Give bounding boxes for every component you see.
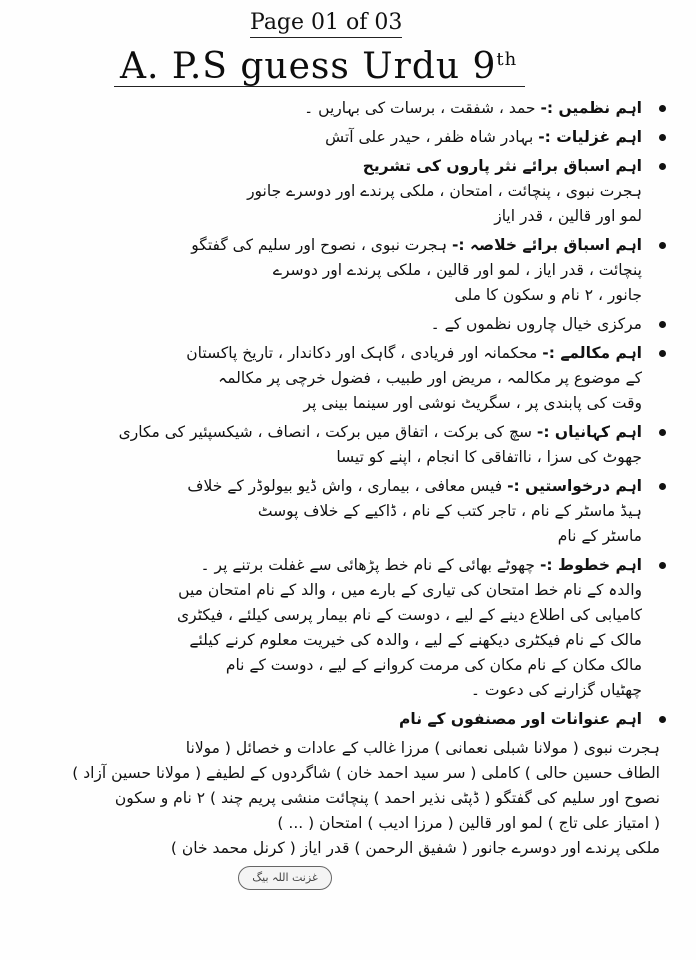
bullet-icon [659, 105, 666, 112]
list-item-applications [40, 474, 668, 549]
item-text: حمد ، شفقت ، برسات کی بہاریں ۔ [304, 99, 536, 117]
list-item-poems [40, 96, 668, 121]
paragraph-line: الطاف حسین حالی ) کاملی ( سر سید احمد خان ) شاگردوں کے لطیفے ( مولانا حسین آزاد ) [72, 764, 660, 782]
item-text: مالک مکان کے نام مکان کی مرمت کروانے کے لیے ، دوست کے نام [225, 656, 642, 674]
author-stamp: غزنت اللہ بیگ [238, 866, 332, 890]
item-text: چھوٹے بھائی کے نام خط پڑھائی سے غفلت برتنے پر ۔ [200, 556, 535, 574]
item-text: فیس معافی ، بیماری ، واش ڈیو بیولوڈر کے خلاف [187, 477, 503, 495]
item-text: کے موضوع پر مکالمہ ، مریض اور طبیب ، فضول خرچی پر مکالمہ [218, 369, 642, 387]
list-item-stories [40, 420, 668, 470]
item-text: جانور ، ۲ نام و سکون کا ملی [454, 286, 642, 304]
item-text: ہجرت نبوی ، نصوح اور سلیم کی گفتگو [191, 236, 448, 254]
item-text: کامیابی کی اطلاع دینے کے لیے ، دوست کے نام بیمار پرسی کیلئے ، فیکٹری [177, 606, 642, 624]
bullet-icon [659, 242, 666, 249]
item-heading: اہم مکالمے :- [542, 344, 642, 362]
item-heading: اہم درخواستیں :- [507, 477, 642, 495]
bullet-icon [659, 350, 666, 357]
item-text: پنچائت ، قدر ایاز ، لمو اور قالین ، ملکی پرندے اور دوسرے [272, 261, 642, 279]
item-text: مرکزی خیال چاروں نظموں کے ۔ [430, 315, 642, 333]
paragraph-line: نصوح اور سلیم کی گفتگو ( ڈپٹی نذیر احمد ) پنچائت منشی پریم چند ) ۲ نام و سکون [114, 789, 660, 807]
page-number: Page 01 of 03 [250, 10, 402, 35]
item-text: ماسٹر کے نام [557, 527, 642, 545]
bullet-list [40, 96, 668, 861]
item-heading: اہم اسباق برائے نثر پاروں کی تشریح [362, 157, 642, 175]
list-item-central-idea [40, 312, 668, 337]
item-text: ہجرت نبوی ، پنچائت ، امتحان ، ملکی پرندے اور دوسرے جانور [247, 182, 642, 200]
item-heading: اہم نظمیں :- [540, 99, 642, 117]
item-text: مالک کے نام فیکٹری دیکھنے کے لیے ، والدہ کی خیریت معلوم کرنے کیلئے [189, 631, 642, 649]
item-text: بہادر شاہ ظفر ، حیدر علی آتش [325, 128, 534, 146]
item-heading: اہم کہانیاں :- [536, 423, 642, 441]
item-heading: اہم عنوانات اور مصنفوں کے نام [399, 710, 642, 728]
bullet-icon [659, 716, 666, 723]
item-text: چھٹیاں گزارنے کی دعوت ۔ [470, 681, 642, 699]
paragraph-line: ہجرت نبوی ( مولانا شبلی نعمانی ) مرزا غالب کے عادات و خصائل ( مولانا [185, 739, 660, 757]
item-text: لمو اور قالین ، قدر ایاز [494, 207, 642, 225]
list-item-summary [40, 233, 668, 308]
bullet-icon [659, 483, 666, 490]
list-item-letters [40, 553, 668, 703]
paragraph-line: ملکی پرندے اور دوسرے جانور ( شفیق الرحمن ) قدر ایاز ( کرنل محمد خان ) [170, 839, 660, 857]
document-title: A. P.S guess Urdu 9th [120, 46, 517, 87]
item-text: جھوٹ کی سزا ، نااتفاقی کا انجام ، اپنے کو تیسا [336, 448, 642, 466]
list-item-titles-authors [40, 707, 668, 732]
title-superscript: th [496, 49, 518, 70]
bullet-icon [659, 321, 666, 328]
item-text: سچ کی برکت ، اتفاق میں برکت ، انصاف ، شیکسپئیر کی مکاری [118, 423, 532, 441]
item-heading: اہم غزلیات :- [538, 128, 642, 146]
item-text: وقت کی پابندی پر ، سگریٹ نوشی اور سینما بینی پر [303, 394, 642, 412]
item-text: والدہ کے نام خط امتحان کی تیاری کے بارے میں ، والد کے نام امتحان میں [178, 581, 642, 599]
item-heading: اہم خطوط :- [539, 556, 642, 574]
item-text: ہیڈ ماسٹر کے نام ، تاجر کتب کے نام ، ڈاکیے کے خلاف پوسٹ [257, 502, 642, 520]
bullet-icon [659, 429, 666, 436]
bullet-icon [659, 562, 666, 569]
bullet-icon [659, 163, 666, 170]
paragraph-line: ( امتیاز علی تاج ) لمو اور قالین ( مرزا ادیب ) امتحان ( ... ) [277, 814, 660, 832]
list-item-dialogues [40, 341, 668, 416]
list-item-tashreeh [40, 154, 668, 229]
item-heading: اہم اسباق برائے خلاصہ :- [451, 236, 642, 254]
bullet-icon [659, 134, 666, 141]
authors-paragraph [40, 736, 668, 861]
item-text: محکمانہ اور فریادی ، گاہک اور دکاندار ، تاریخ پاکستان [186, 344, 538, 362]
list-item-ghazals [40, 125, 668, 150]
